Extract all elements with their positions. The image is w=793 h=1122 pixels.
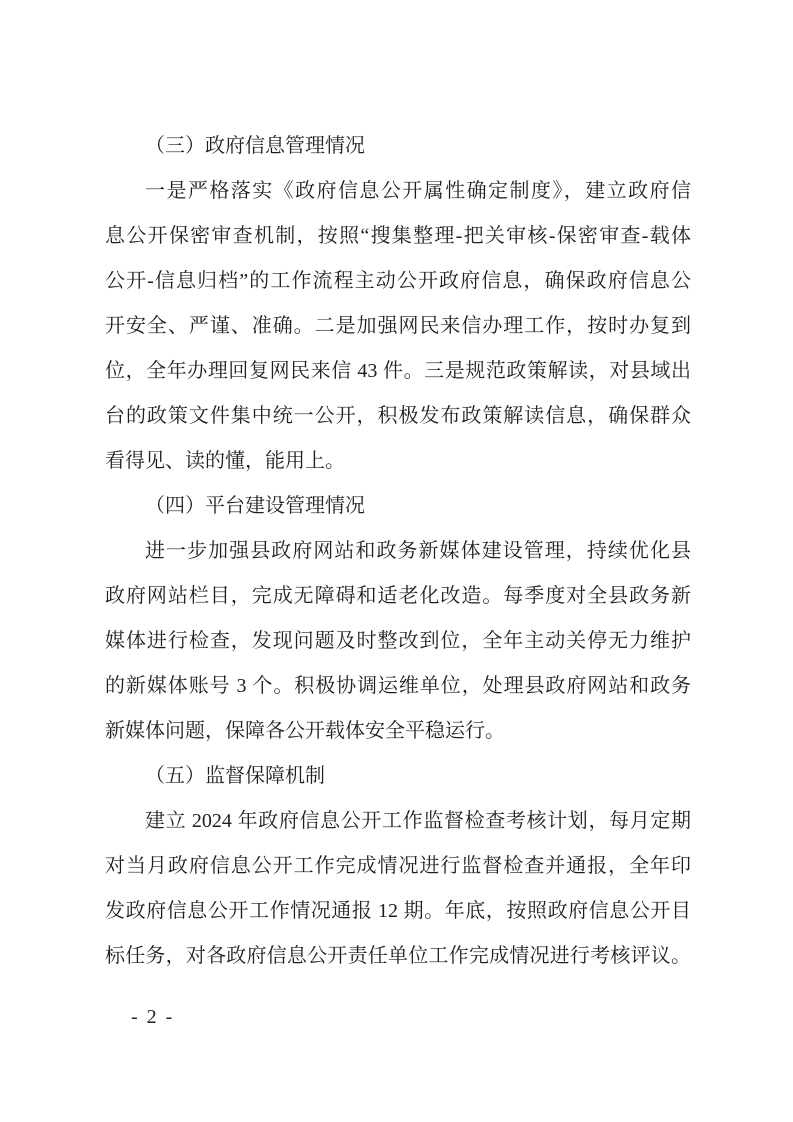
body-line: 发政府信息公开工作情况通报 12 期。年底，按照政府信息公开目: [105, 900, 691, 922]
section-heading: （五）监督保障机制: [145, 765, 325, 787]
body-line: 标任务，对各政府信息公开责任单位工作完成情况进行考核评议。: [105, 945, 691, 967]
body-line: 的新媒体账号 3 个。积极协调运维单位，处理县政府网站和政务: [105, 675, 691, 697]
body-line: 公开-信息归档”的工作流程主动公开政府信息，确保政府信息公: [105, 270, 691, 292]
body-line: 媒体进行检查，发现问题及时整改到位，全年主动关停无力维护: [105, 630, 691, 652]
body-line: 位，全年办理回复网民来信 43 件。三是规范政策解读，对县域出: [105, 360, 691, 382]
body-line: 台的政策文件集中统一公开，积极发布政策解读信息，确保群众: [105, 405, 691, 427]
body-line: 新媒体问题，保障各公开载体安全平稳运行。: [105, 720, 505, 742]
body-line: 开安全、严谨、准确。二是加强网民来信办理工作，按时办复到: [105, 315, 691, 337]
body-line: 进一步加强县政府网站和政务新媒体建设管理，持续优化县: [145, 540, 691, 562]
body-line: 息公开保密审查机制，按照“搜集整理-把关审核-保密审查-载体: [105, 225, 691, 247]
section-heading: （四）平台建设管理情况: [145, 495, 365, 517]
section-heading: （三）政府信息管理情况: [145, 135, 365, 157]
body-line: 政府网站栏目，完成无障碍和适老化改造。每季度对全县政务新: [105, 585, 691, 607]
document-body: [105, 124, 691, 979]
body-line: 看得见、读的懂，能用上。: [105, 450, 345, 472]
body-line: 一是严格落实《政府信息公开属性确定制度》，建立政府信: [145, 180, 691, 202]
body-line: 对当月政府信息公开工作完成情况进行监督检查并通报，全年印: [105, 855, 691, 877]
page-number: - 2 -: [131, 1006, 175, 1028]
body-line: 建立 2024 年政府信息公开工作监督检查考核计划，每月定期: [145, 810, 691, 832]
